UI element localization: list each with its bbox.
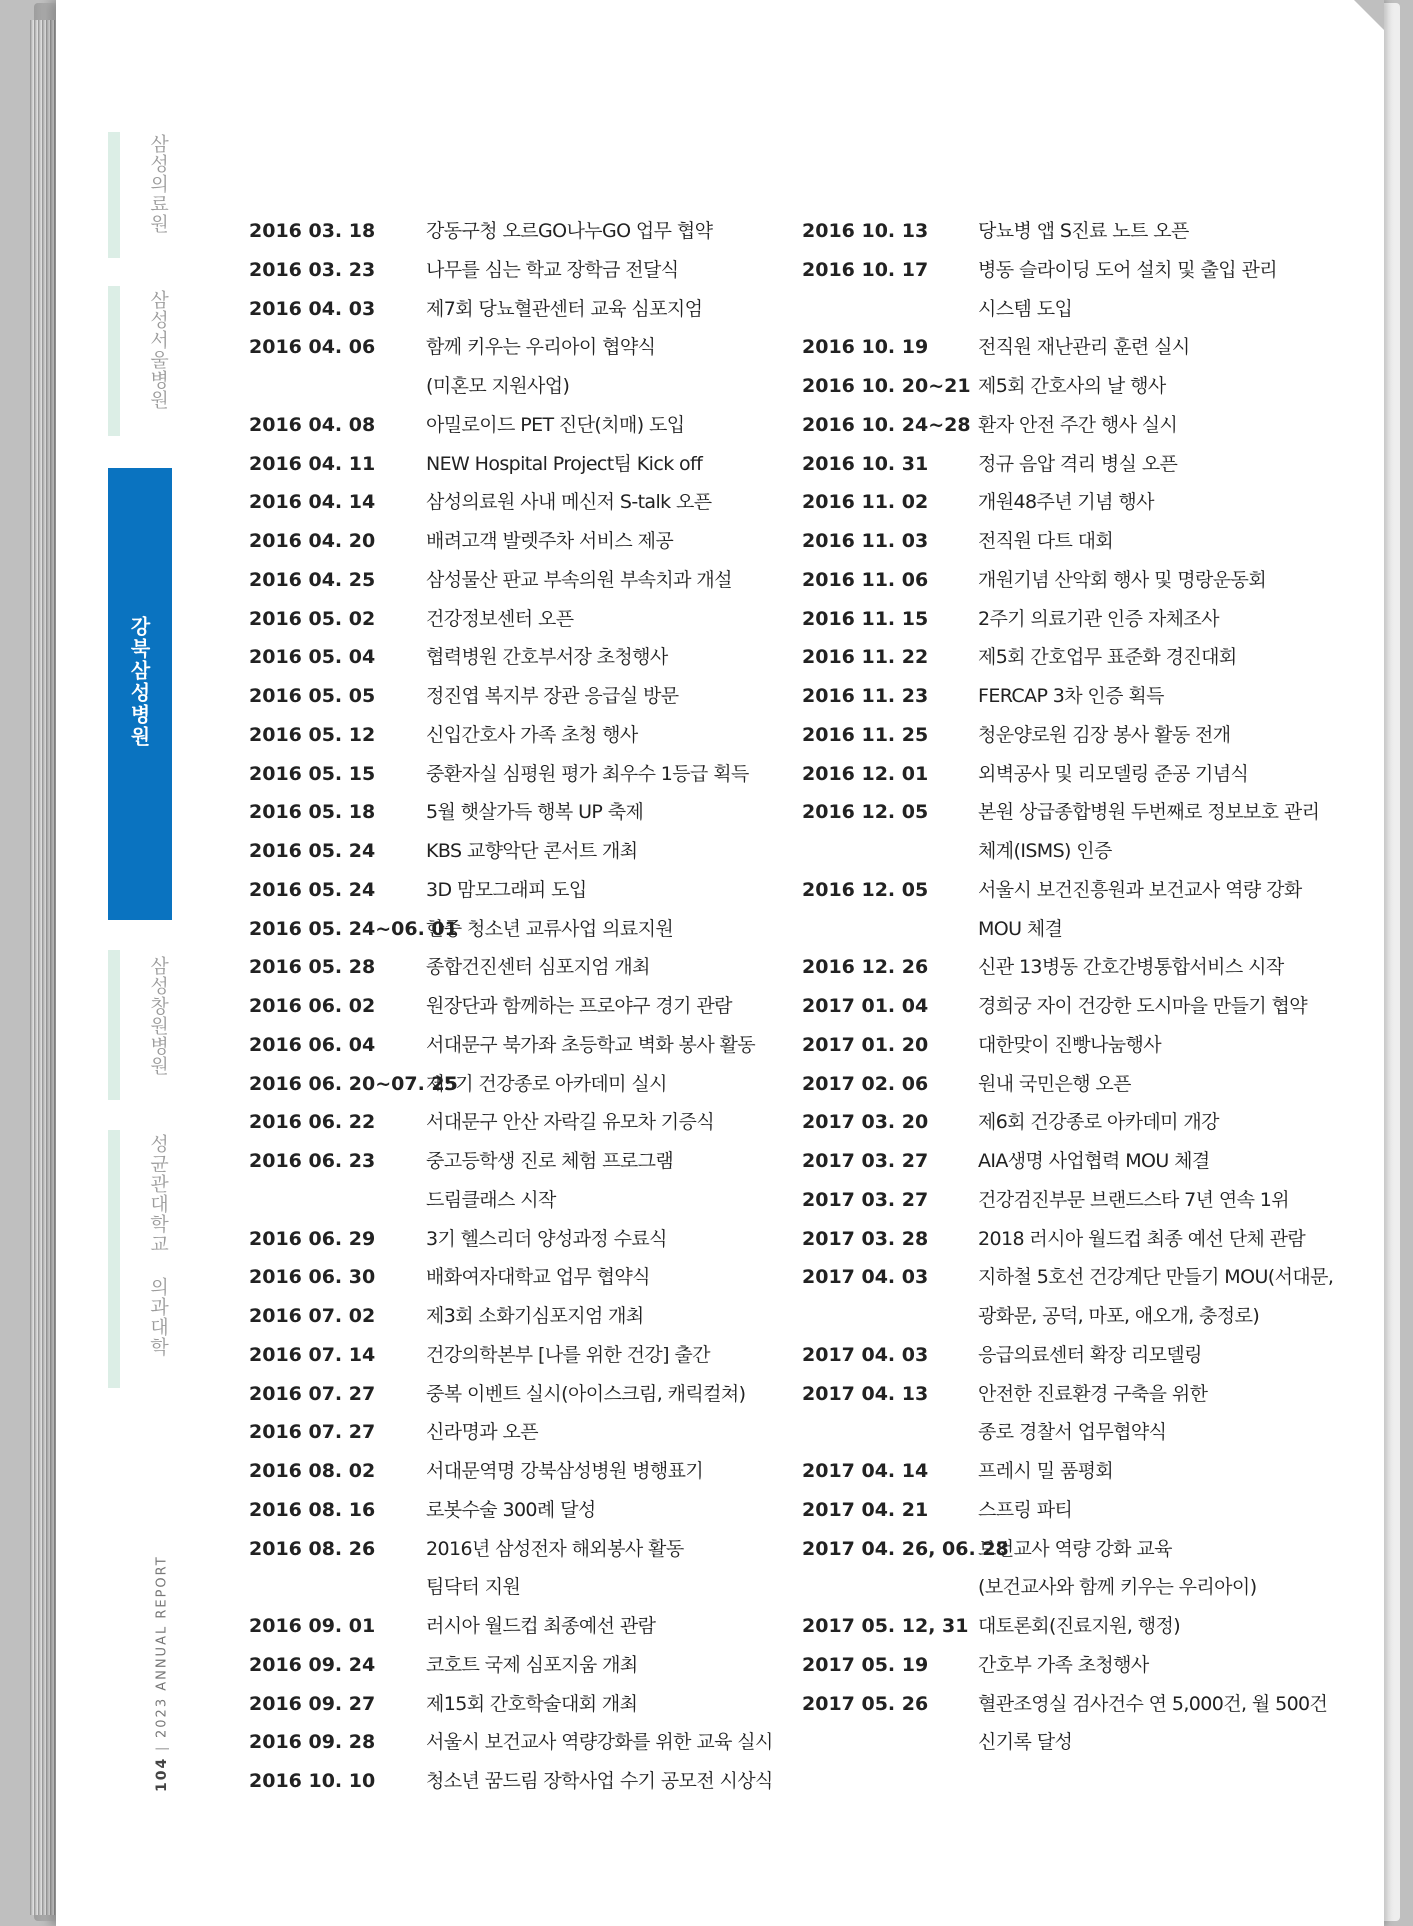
event-date: 2016 11. 15 (802, 607, 929, 630)
event-date: 2016 05. 28 (249, 956, 376, 979)
event-description: NEW Hospital Project팀 Kick off (426, 452, 703, 475)
event-description: 지하철 5호선 건강계단 만들기 MOU(서대문, (978, 1266, 1334, 1289)
event-description: 제15회 간호학술대회 개최 (426, 1692, 638, 1715)
event-date: 2016 10. 17 (802, 258, 929, 281)
side-tab-samsung-changwon[interactable]: 삼성창원병원 (147, 956, 169, 1076)
event-date: 2016 05. 05 (249, 685, 376, 707)
event-description: 시스템 도입 (978, 297, 1073, 320)
event-description: 환자 안전 주간 행사 실시 (978, 413, 1178, 436)
side-tab-bar-5 (108, 1130, 120, 1388)
event-date: 2016 08. 02 (249, 1460, 376, 1482)
event-date: 2016 11. 25 (802, 723, 929, 746)
event-date: 2017 03. 27 (802, 1150, 929, 1172)
event-description: 광화문, 공덕, 마포, 애오개, 충정로) (978, 1305, 1260, 1327)
event-description: 삼성물산 판교 부속의원 부속치과 개설 (426, 568, 732, 591)
side-tab-skku-medicine[interactable]: 성균관대학교 의과대학 (147, 1134, 169, 1357)
event-date: 2017 01. 20 (802, 1033, 929, 1056)
event-date: 2016 07. 02 (249, 1305, 376, 1327)
event-date: 2017 03. 27 (802, 1188, 929, 1211)
event-description: 체계(ISMS) 인증 (978, 840, 1112, 862)
event-date: 2017 03. 28 (802, 1227, 929, 1250)
event-date: 2017 05. 19 (802, 1653, 929, 1676)
event-date: 2017 04. 21 (802, 1498, 929, 1521)
event-description: 경희궁 자이 건강한 도시마을 만들기 협약 (978, 995, 1308, 1017)
page-corner (1354, 0, 1384, 30)
report-title: 2023 ANNUAL REPORT (154, 1555, 170, 1739)
event-date: 2016 04. 11 (249, 452, 376, 475)
event-date: 2017 04. 13 (802, 1382, 929, 1405)
event-description: 건강의학본부 [나를 위한 건강] 출간 (426, 1343, 710, 1366)
event-description: 중복 이벤트 실시(아이스크림, 캐릭컬쳐) (426, 1382, 746, 1405)
event-description: MOU 체결 (978, 917, 1063, 940)
event-date: 2016 07. 27 (249, 1421, 376, 1444)
event-date: 2016 12. 05 (802, 878, 929, 901)
event-description: 전직원 재난관리 훈련 실시 (978, 336, 1190, 359)
page-footer (152, 1520, 172, 1792)
event-date: 2016 05. 15 (249, 762, 376, 785)
event-description: 종로 경찰서 업무협약식 (978, 1421, 1167, 1444)
event-date: 2016 04. 06 (249, 336, 376, 359)
event-description: 러시아 월드컵 최종예선 관람 (426, 1615, 656, 1637)
event-description: 본원 상급종합병원 두번째로 정보보호 관리 (978, 801, 1320, 824)
event-description: 팀닥터 지원 (426, 1576, 521, 1599)
event-description: 2016년 삼성전자 해외봉사 활동 (426, 1537, 684, 1560)
event-description: 건강검진부문 브랜드스타 7년 연속 1위 (978, 1188, 1290, 1211)
event-description: 안전한 진료환경 구축을 위한 (978, 1382, 1208, 1405)
event-date: 2016 11. 06 (802, 568, 929, 591)
side-tab-samsung-seoul[interactable]: 삼성서울병원 (147, 290, 169, 410)
event-description: 응급의료센터 확장 리모델링 (978, 1343, 1202, 1366)
event-date: 2017 02. 06 (802, 1072, 929, 1095)
event-description: 제5기 건강종로 아카데미 실시 (426, 1072, 667, 1095)
event-description: 제7회 당뇨혈관센터 교육 심포지엄 (426, 297, 703, 320)
event-date: 2016 12. 26 (802, 956, 929, 979)
side-tab-bar-1 (108, 132, 120, 258)
event-date: 2016 06. 02 (249, 995, 376, 1017)
event-description: 청운양로원 김장 봉사 활동 전개 (978, 723, 1231, 746)
page-number: 104 (154, 1756, 170, 1792)
event-description: 개원48주년 기념 행사 (978, 491, 1154, 514)
event-description: 협력병원 간호부서장 초청행사 (426, 646, 668, 669)
event-date: 2016 10. 13 (802, 220, 929, 242)
event-description: 당뇨병 앱 S진료 노트 오픈 (978, 220, 1189, 242)
event-description: 2018 러시아 월드컵 최종 예선 단체 관람 (978, 1227, 1306, 1250)
event-description: 중고등학생 진로 체험 프로그램 (426, 1150, 674, 1172)
event-description: 원내 국민은행 오픈 (978, 1072, 1131, 1095)
event-description: 대한맞이 진빵나눔행사 (978, 1033, 1161, 1056)
event-description: KBS 교향악단 콘서트 개최 (426, 840, 638, 862)
event-description: (미혼모 지원사업) (426, 375, 570, 397)
event-description: 3D 맘모그래피 도입 (426, 878, 587, 901)
event-date: 2016 05. 12 (249, 723, 376, 746)
event-description: 혈관조영실 검사건수 연 5,000건, 월 500건 (978, 1692, 1328, 1715)
event-date: 2016 11. 02 (802, 491, 929, 514)
event-description: 전직원 다트 대회 (978, 530, 1114, 552)
event-date: 2016 09. 01 (249, 1615, 376, 1637)
event-description: 정규 음압 격리 병실 오픈 (978, 452, 1178, 475)
event-date: 2016 10. 10 (249, 1770, 376, 1792)
event-date: 2016 06. 22 (249, 1111, 376, 1134)
event-description: AIA생명 사업협력 MOU 체결 (978, 1150, 1210, 1172)
event-description: 외벽공사 및 리모델링 준공 기념식 (978, 762, 1249, 785)
event-description: 서대문구 북가좌 초등학교 벽화 봉사 활동 (426, 1033, 756, 1056)
event-description: 아밀로이드 PET 진단(치매) 도입 (426, 413, 685, 436)
event-date: 2016 11. 03 (802, 530, 929, 552)
event-description: 신관 13병동 간호간병통합서비스 시작 (978, 956, 1284, 979)
side-tab-bar-4 (108, 950, 120, 1100)
side-tab-samsung-medical[interactable]: 삼성의료원 (147, 134, 169, 234)
event-description: 배화여자대학교 업무 협약식 (426, 1266, 650, 1289)
event-date: 2016 10. 19 (802, 336, 929, 359)
event-date: 2016 06. 29 (249, 1227, 376, 1250)
event-date: 2016 09. 27 (249, 1692, 376, 1715)
event-date: 2017 05. 26 (802, 1692, 929, 1715)
event-description: 제3회 소화기심포지엄 개최 (426, 1305, 644, 1327)
event-date: 2016 03. 18 (249, 220, 376, 242)
event-date: 2016 08. 26 (249, 1537, 376, 1560)
event-description: 삼성의료원 사내 메신저 S-talk 오픈 (426, 491, 712, 514)
event-date: 2017 04. 14 (802, 1460, 929, 1482)
event-description: (보건교사와 함께 키우는 우리아이) (978, 1576, 1257, 1599)
event-description: 코호트 국제 심포지움 개최 (426, 1653, 638, 1676)
event-description: 2주기 의료기관 인증 자체조사 (978, 607, 1219, 630)
event-description: 정진엽 복지부 장관 응급실 방문 (426, 685, 679, 707)
event-description: 대토론회(진료지원, 행정) (978, 1615, 1181, 1637)
event-description: 한중 청소년 교류사업 의료지원 (426, 917, 674, 940)
event-date: 2016 10. 31 (802, 452, 929, 475)
event-date: 2016 07. 14 (249, 1343, 376, 1366)
event-date: 2016 05. 18 (249, 801, 376, 824)
event-description: 프레시 밀 품평회 (978, 1460, 1114, 1482)
event-date: 2016 11. 23 (802, 685, 929, 707)
event-description: FERCAP 3차 인증 획득 (978, 685, 1164, 707)
event-description: 제6회 건강종로 아카데미 개강 (978, 1111, 1219, 1134)
event-date: 2016 03. 23 (249, 258, 376, 281)
event-description: 종합건진센터 심포지엄 개최 (426, 956, 650, 979)
event-date: 2016 06. 23 (249, 1150, 376, 1172)
event-date: 2016 04. 20 (249, 530, 376, 552)
event-date: 2017 04. 26, 06. 28 (802, 1537, 1009, 1560)
event-date: 2016 05. 24~06. 01 (249, 917, 458, 940)
event-date: 2016 09. 28 (249, 1731, 376, 1754)
event-date: 2016 06. 04 (249, 1033, 376, 1056)
event-description: 제5회 간호사의 날 행사 (978, 375, 1166, 397)
event-date: 2016 07. 27 (249, 1382, 376, 1405)
event-date: 2016 09. 24 (249, 1653, 376, 1676)
event-date: 2016 10. 20~21 (802, 375, 971, 397)
event-description: 병동 슬라이딩 도어 설치 및 출입 관리 (978, 258, 1277, 281)
event-date: 2016 06. 30 (249, 1266, 376, 1289)
event-description: 신기록 달성 (978, 1731, 1073, 1754)
event-description: 로봇수술 300례 달성 (426, 1498, 596, 1521)
side-tab-kangbuk-samsung[interactable]: 강북삼성병원 (127, 616, 151, 748)
event-date: 2017 03. 20 (802, 1111, 929, 1134)
event-description: 원장단과 함께하는 프로야구 경기 관람 (426, 995, 732, 1017)
event-date: 2016 06. 20~07. 25 (249, 1072, 458, 1095)
event-description: 함께 키우는 우리아이 협약식 (426, 336, 656, 359)
page-edges (30, 20, 56, 1915)
event-description: 건강정보센터 오픈 (426, 607, 574, 630)
event-description: 중환자실 심평원 평가 최우수 1등급 획득 (426, 762, 749, 785)
event-description: 서대문역명 강북삼성병원 병행표기 (426, 1460, 704, 1482)
event-description: 서대문구 안산 자락길 유모차 기증식 (426, 1111, 715, 1134)
event-date: 2016 05. 24 (249, 878, 376, 901)
event-date: 2016 05. 02 (249, 607, 376, 630)
event-date: 2016 12. 01 (802, 762, 929, 785)
event-description: 나무를 심는 학교 장학금 전달식 (426, 258, 679, 281)
event-date: 2017 01. 04 (802, 995, 929, 1017)
event-description: 개원기념 산악회 행사 및 명랑운동회 (978, 568, 1267, 591)
event-description: 신라명과 오픈 (426, 1421, 538, 1444)
event-date: 2016 04. 03 (249, 297, 376, 320)
event-description: 강동구청 오르GO나누GO 업무 협약 (426, 220, 713, 242)
footer-separator: | (154, 1744, 170, 1751)
event-description: 3기 헬스리더 양성과정 수료식 (426, 1227, 667, 1250)
event-date: 2017 05. 12, 31 (802, 1615, 969, 1637)
event-description: 스프링 파티 (978, 1498, 1073, 1521)
event-description: 배려고객 발렛주차 서비스 제공 (426, 530, 674, 552)
event-description: 신입간호사 가족 초청 행사 (426, 723, 638, 746)
event-description: 간호부 가족 초청행사 (978, 1653, 1149, 1676)
event-date: 2016 11. 22 (802, 646, 929, 669)
event-date: 2017 04. 03 (802, 1343, 929, 1366)
event-description: 드림클래스 시작 (426, 1188, 556, 1211)
event-description: 청소년 꿈드림 장학사업 수기 공모전 시상식 (426, 1770, 773, 1792)
document-page (56, 0, 1384, 1926)
event-date: 2016 05. 04 (249, 646, 376, 669)
event-date: 2017 04. 03 (802, 1266, 929, 1289)
side-tab-bar-2 (108, 286, 120, 436)
event-description: 제5회 간호업무 표준화 경진대회 (978, 646, 1237, 669)
event-description: 보건교사 역량 강화 교육 (978, 1537, 1172, 1560)
event-date: 2016 05. 24 (249, 840, 376, 862)
event-date: 2016 10. 24~28 (802, 413, 971, 436)
event-date: 2016 08. 16 (249, 1498, 376, 1521)
event-date: 2016 04. 08 (249, 413, 376, 436)
event-description: 서울시 보건교사 역량강화를 위한 교육 실시 (426, 1731, 773, 1754)
event-description: 서울시 보건진흥원과 보건교사 역량 강화 (978, 878, 1302, 901)
event-description: 5월 햇살가득 행복 UP 축제 (426, 801, 644, 824)
event-date: 2016 04. 25 (249, 568, 376, 591)
event-date: 2016 04. 14 (249, 491, 376, 514)
event-date: 2016 12. 05 (802, 801, 929, 824)
